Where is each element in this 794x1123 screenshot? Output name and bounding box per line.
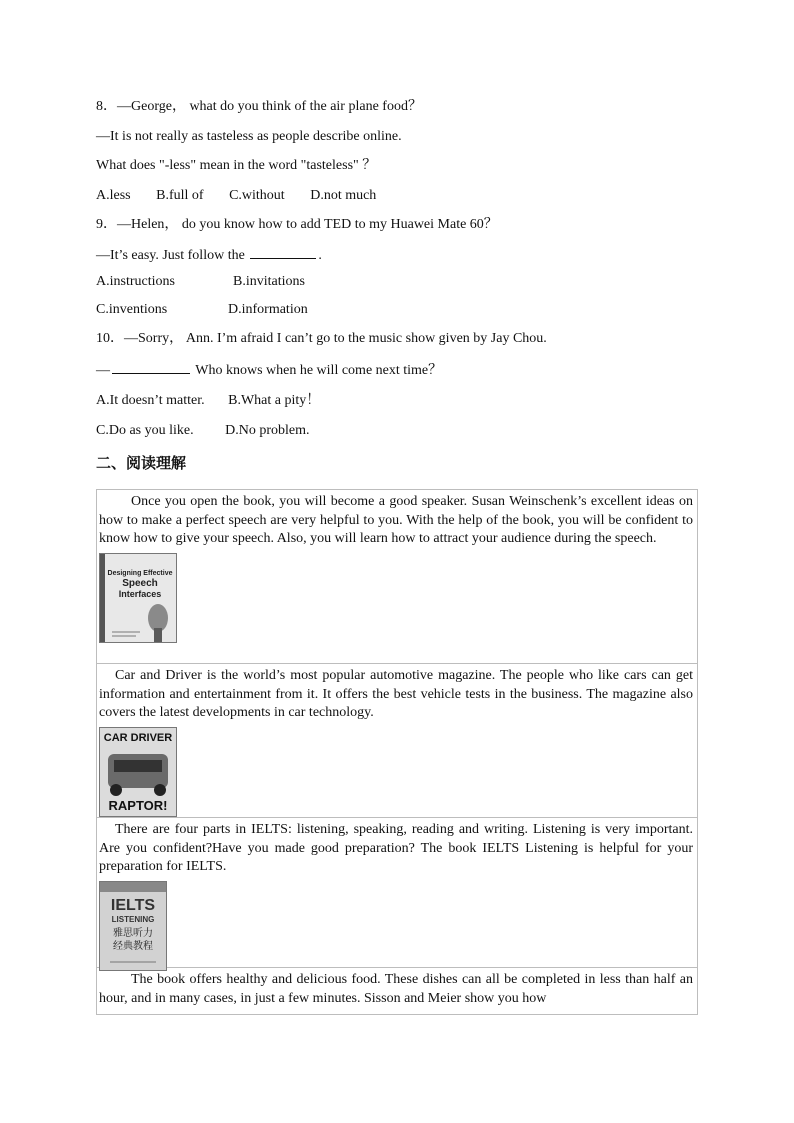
section-title: 二、阅读理解 bbox=[96, 454, 187, 472]
passage-1-text: Once you open the book, you will become a good speaker. Susan Weinschenk’s excellent ideas on how to make a perfect speech are very helpful to you. With the help of the book, you will be confident to know how to give your speech. Also, you will learn how to attract your audience during the speech. bbox=[99, 494, 693, 546]
q9-options-row2 bbox=[96, 301, 308, 319]
q10-option-c: C.Do as you like. bbox=[96, 423, 194, 438]
q10-answer-blank bbox=[112, 361, 190, 374]
q9-answer-line bbox=[96, 246, 322, 265]
q8-stem: 8．—George， what do you think of the air plane food？ bbox=[96, 99, 422, 114]
cover-3-line-2: LISTENING bbox=[111, 914, 155, 924]
q10-stem: 10．—Sorry， Ann. I’m afraid I can’t go to the music show given by Jay Chou. bbox=[96, 331, 547, 346]
q10-options-row1 bbox=[96, 392, 320, 410]
q10-option-a: A.It doesn’t matter. bbox=[96, 393, 205, 408]
q9-option-d: D.information bbox=[228, 302, 308, 317]
cover-1-line-1: Designing Effective bbox=[107, 569, 173, 577]
magazine-cover-car-and-driver bbox=[99, 727, 177, 817]
q9-answer-suffix: . bbox=[318, 248, 322, 263]
q10-options-row2 bbox=[96, 422, 310, 440]
cover-3-line-1: IELTS bbox=[110, 896, 156, 914]
q9-answer-prefix: —It’s easy. Just follow the bbox=[96, 248, 245, 263]
q10-answer-line bbox=[96, 361, 442, 380]
passage-3-text: There are four parts in IELTS: listening, speaking, reading and writing. Listening is very important. Are you confident?Have you made good preparation? The book IELTS Listening is helpful for your preparation for IELTS. bbox=[99, 822, 693, 874]
q8-answer-line: —It is not really as tasteless as people describe online. bbox=[96, 129, 402, 144]
q9-option-c: C.inventions bbox=[96, 302, 168, 317]
book-cover-speech-interfaces bbox=[99, 553, 177, 643]
reading-table bbox=[96, 489, 698, 1015]
passage-cell-1 bbox=[97, 490, 697, 664]
cover-2-title: CAR DRIVER bbox=[103, 731, 173, 744]
book-cover-ielts-listening bbox=[99, 881, 167, 971]
q9-option-b: B.invitations bbox=[233, 274, 305, 289]
q8-option-a: A.less bbox=[96, 188, 131, 203]
q8-option-b: B.full of bbox=[156, 188, 204, 203]
q9-option-a: A.instructions bbox=[96, 274, 175, 289]
q9-answer-blank bbox=[250, 246, 316, 259]
q10-answer-suffix: Who knows when he will come next time？ bbox=[195, 363, 443, 378]
q8-question: What does "-less" mean in the word "tasteless" ？ bbox=[96, 158, 377, 173]
q10-answer-prefix: — bbox=[96, 363, 110, 378]
cover-3-line-3: 雅思听力 bbox=[113, 927, 153, 939]
cover-3-line-4: 经典教程 bbox=[113, 940, 153, 952]
q8-option-c: C.without bbox=[229, 188, 285, 203]
q9-options-row1 bbox=[96, 273, 305, 291]
cover-2-headline: RAPTOR! bbox=[108, 797, 168, 813]
q9-stem: 9．—Helen， do you know how to add TED to my Huawei Mate 60？ bbox=[96, 217, 498, 232]
passage-cell-4 bbox=[97, 968, 697, 1014]
cover-1-line-3: Interfaces bbox=[118, 588, 162, 599]
passage-2-text: Car and Driver is the world’s most popular automotive magazine. The people who like cars can get information and entertainment from it. It offers the best vehicle tests in the business. The magazine also covers the latest developments in car technology. bbox=[99, 668, 693, 720]
passage-4-text: The book offers healthy and delicious food. These dishes can all be completed in less than half an hour, and in many cases, in just a few minutes. Sisson and Meier show you how bbox=[99, 972, 693, 1006]
cover-1-line-2: Speech bbox=[122, 577, 158, 589]
q8-option-d: D.not much bbox=[310, 188, 377, 203]
q10-option-d: D.No problem. bbox=[225, 423, 310, 438]
passage-cell-3 bbox=[97, 818, 697, 968]
passage-cell-2 bbox=[97, 664, 697, 818]
q8-options bbox=[96, 187, 376, 205]
q10-option-b: B.What a pity！ bbox=[228, 393, 321, 408]
